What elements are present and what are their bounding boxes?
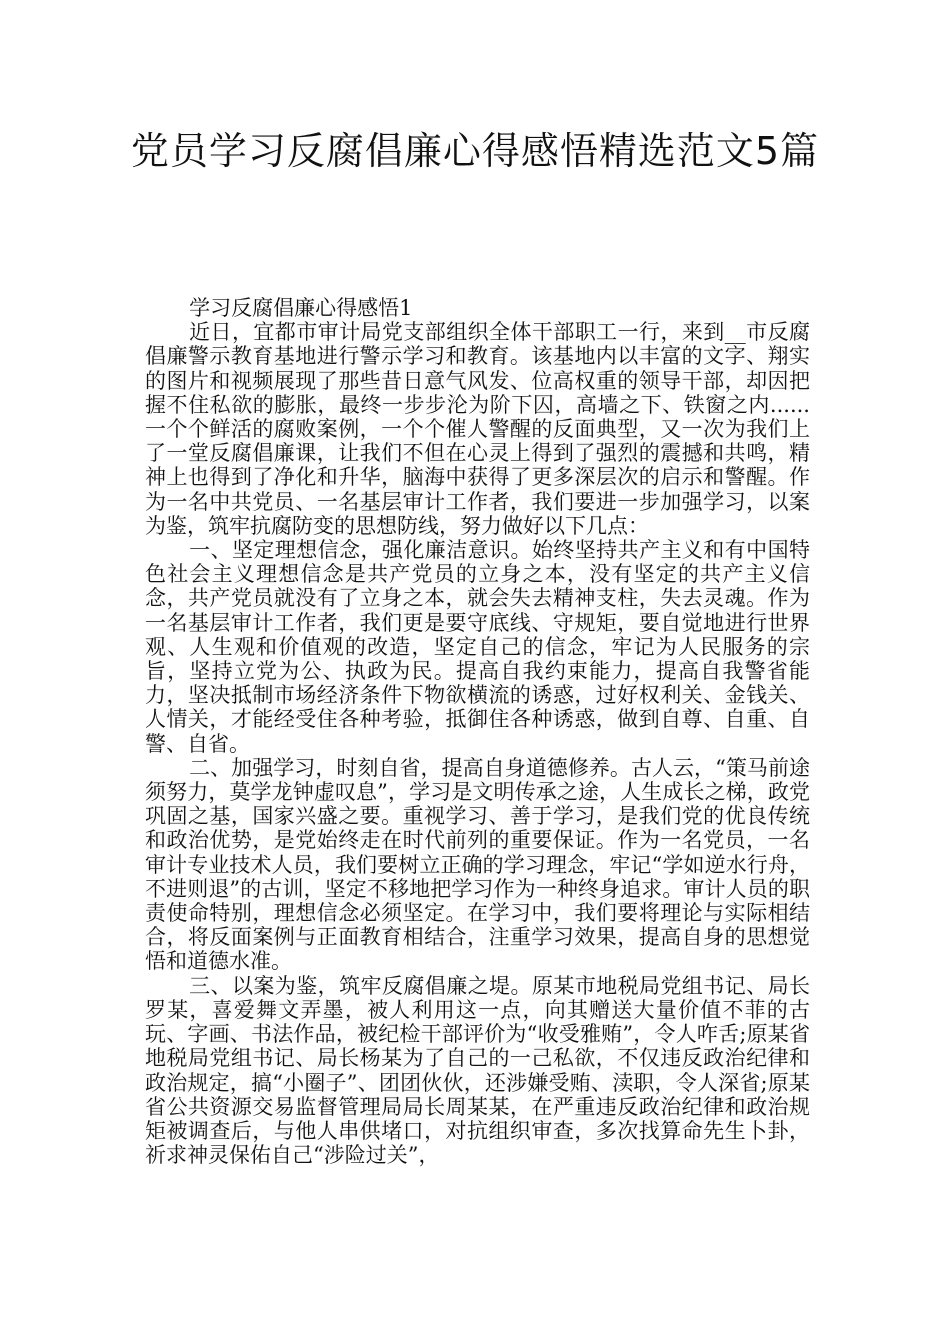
paragraph-intro: 近日，宜都市审计局党支部组织全体干部职工一行，来到__市反腐倡廉警示教育基地进行警示学习和教育。该基地内以丰富的文字、翔实的图片和视频展现了那些昔日意气风发、位高权重的领导干部，却因把握不住私欲的膨胀，最终一步步沦为阶下囚，高墙之下、铁窗之内......一个个鲜活的腐败案例，一个个催人警醒的反面典型，又一次为我们上了一堂反腐倡廉课，让我们不但在心灵上得到了强烈的震撼和共鸣，精神上也得到了净化和升华，脑海中获得了更多深层次的启示和警醒。作为一名中共党员、一名基层审计工作者，我们要进一步加强学习，以案为鉴，筑牢抗腐防变的思想防线，努力做好以下几点： bbox=[145, 320, 810, 538]
paragraph-point-3: 三、以案为鉴，筑牢反腐倡廉之堤。原某市地税局党组书记、局长罗某，喜爱舞文弄墨，被人利用这一点，向其赠送大量价值不菲的古玩、字画、书法作品，被纪检干部评价为“收受雅贿”，令人咋舌;原某省地税局党组书记、局长杨某为了自己的一己私欲，不仅违反政治纪律和政治规定，搞“小圈子”、团团伙伙，还涉嫌受贿、渎职，令人深省;原某省公共资源交易监督管理局局长周某某，在严重违反政治纪律和政治规矩被调查后，与他人串供堵口，对抗组织审查，多次找算命先生卜卦，祈求神灵保佑自己“涉险过关”， bbox=[145, 973, 810, 1168]
document-body bbox=[145, 296, 810, 1167]
document-title: 党员学习反腐倡廉心得感悟精选范文5篇 bbox=[130, 129, 820, 173]
paragraph-point-1: 一、坚定理想信念，强化廉洁意识。始终坚持共产主义和有中国特色社会主义理想信念是共产党员的立身之本，没有坚定的共产主义信念，共产党员就没有了立身之本，就会失去精神支柱，失去灵魂。作为一名基层审计工作者，我们更是要守底线、守规矩，要自觉地进行世界观、人生观和价值观的改造，坚定自己的信念，牢记为人民服务的宗旨，坚持立党为公、执政为民。提高自我约束能力，提高自我警省能力，坚决抵制市场经济条件下物欲横流的诱惑，过好权利关、金钱关、人情关，才能经受住各种考验，抵御住各种诱惑，做到自尊、自重、自警、自省。 bbox=[145, 538, 810, 756]
paragraph-point-2: 二、加强学习，时刻自省，提高自身道德修养。古人云，“策马前途须努力，莫学龙钟虚叹息”，学习是文明传承之途，人生成长之梯，政党巩固之基，国家兴盛之要。重视学习、善于学习，是我们党的优良传统和政治优势，是党始终走在时代前列的重要保证。作为一名党员，一名审计专业技术人员，我们要树立正确的学习理念，牢记“学如逆水行舟，不进则退”的古训，坚定不移地把学习作为一种终身追求。审计人员的职责使命特别，理想信念必须坚定。在学习中，我们要将理论与实际相结合，将反面案例与正面教育相结合，注重学习效果，提高自身的思想觉悟和道德水准。 bbox=[145, 755, 810, 974]
section-heading: 学习反腐倡廉心得感悟1 bbox=[189, 296, 413, 320]
